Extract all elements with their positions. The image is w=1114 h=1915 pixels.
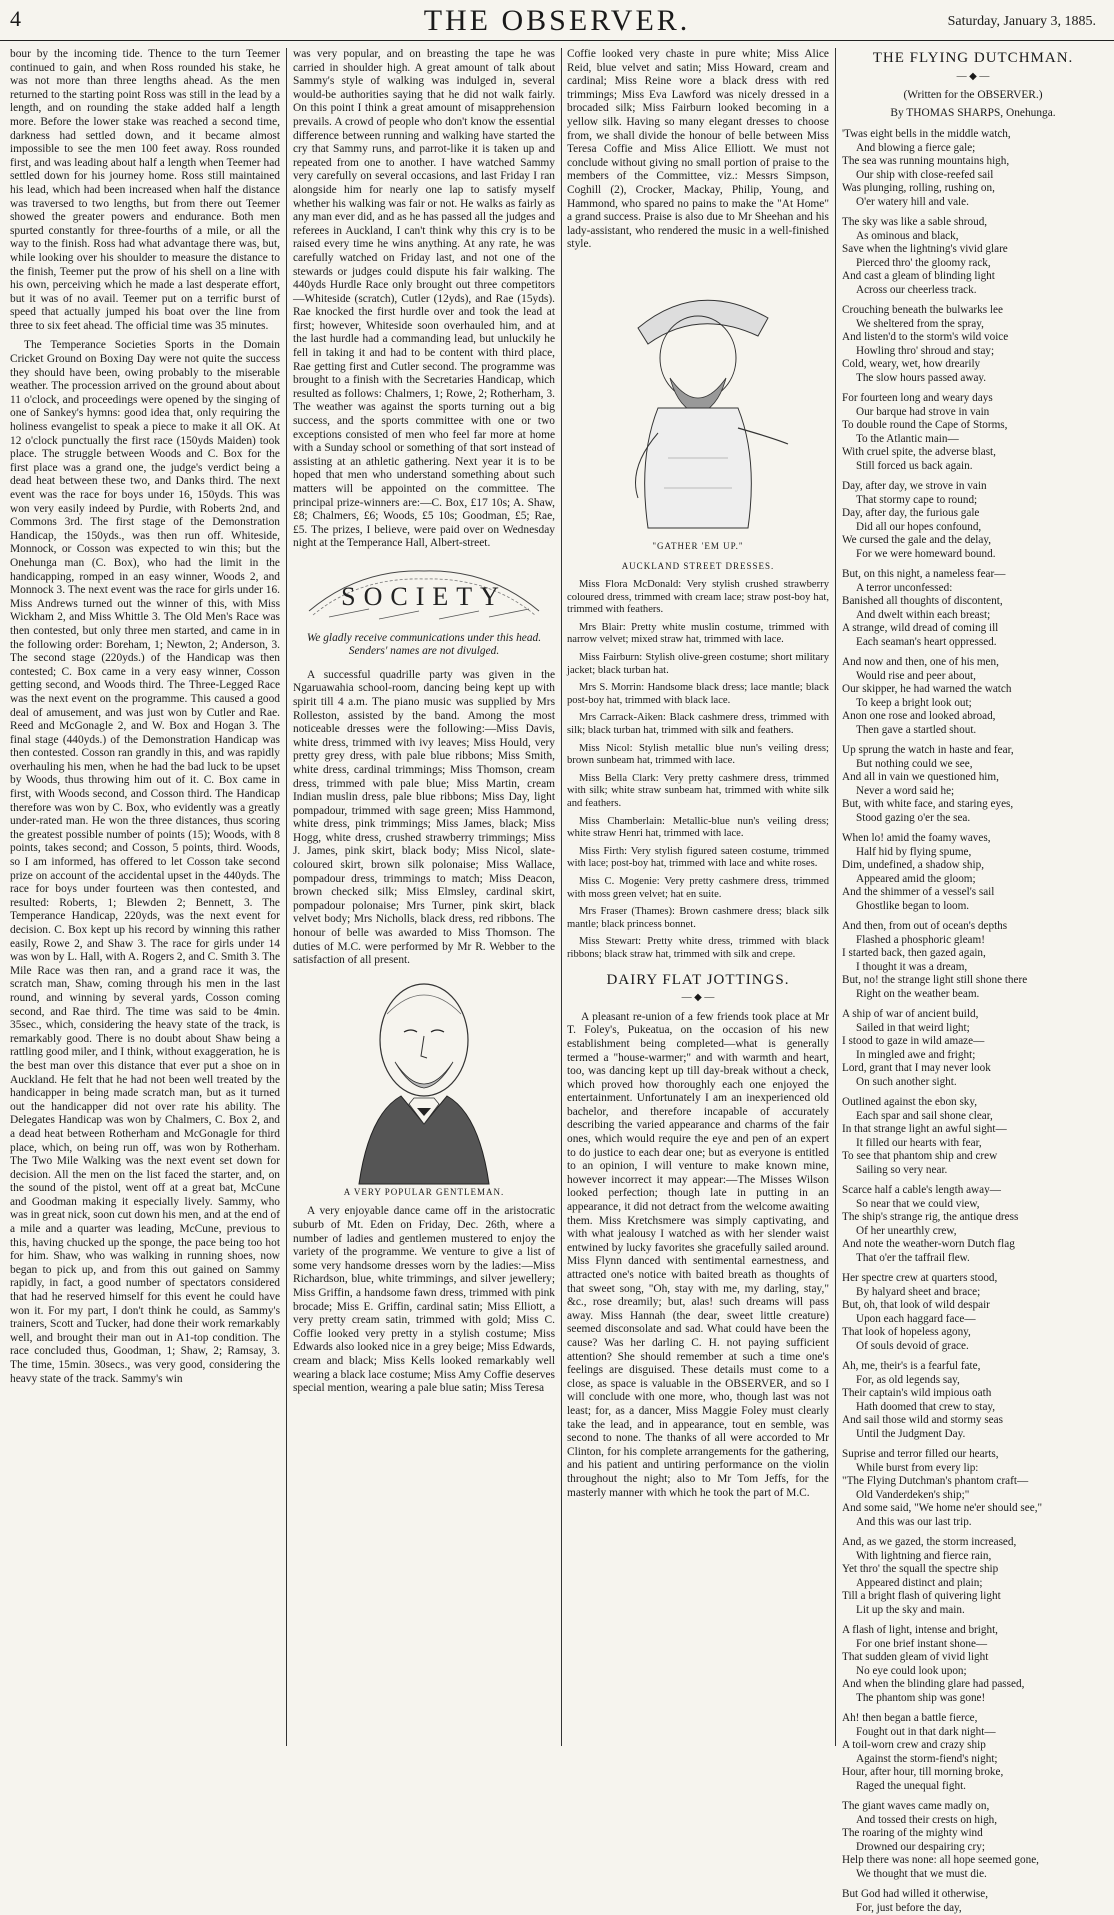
poem-line: For we were homeward bound. (842, 548, 1104, 562)
poem-line: But, with white face, and staring eyes, (842, 798, 1104, 812)
poem-line: Would rise and peer about, (842, 670, 1104, 684)
poem-subtitle: (Written for the OBSERVER.) (842, 89, 1104, 103)
poem-line: Our barque had strove in vain (842, 406, 1104, 420)
poem-stanza (842, 1888, 1104, 1915)
cartoon-caption: "GATHER 'EM UP." (567, 540, 829, 554)
column-4 (842, 48, 1104, 1746)
poem-line: Of souls devoid of grace. (842, 1340, 1104, 1354)
poem-line: Appeared amid the gloom; (842, 873, 1104, 887)
poem-line: Scarce half a cable's length away— (842, 1184, 1104, 1198)
poem-line: And some said, "We home ne'er should see," (842, 1502, 1104, 1516)
sports-report-rowing: bour by the incoming tide. Thence to the turn Teemer continued to gain, and when Ross rounded his stake, he was not more than three lengths ahead. As the men returned to the starting point Ross was still in the lead by a length, and on rounding the stake added half a length more. Before the lower stake was reached a second time, darkness had settled down, and it became almost impossible to see the men 100 feet away. Ross rounded first, and was leading about half a length when Teemer had settled down for his journey home. Ross still maintained his lead, which had been increased when half the distance was traversed to two lengths, but from there out Teemer showed the greater powers and endurance. Both men spurted constantly for three-fourths of a mile, or all the way to the finish. Ross had what advantage there was, but, while looking over his shoulder to measure the distance to the finish, Teemer put the prow of his shell on a line with his own, perceiving which he made a last desperate effort, but it was of no avail. Teemer put on a terrific burst of speed that actually jumped his boat over the line from three to six feet ahead. The official time was 35 minutes. (10, 48, 280, 333)
issue-date: Saturday, January 3, 1885. (948, 14, 1096, 30)
poem-line: 'Twas eight bells in the middle watch, (842, 128, 1104, 142)
poem-line: And note the weather-worn Dutch flag (842, 1238, 1104, 1252)
poem-line: I started back, then gazed again, (842, 947, 1104, 961)
poem-line: And dwelt within each breast; (842, 609, 1104, 623)
poem-line: Ah! then began a battle fierce, (842, 1712, 1104, 1726)
portrait-illustration (339, 974, 509, 1184)
column-3 (567, 48, 829, 1746)
column-rule (561, 48, 562, 1746)
poem-line: And the shimmer of a vessel's sail (842, 886, 1104, 900)
poem-stanza (842, 1096, 1104, 1177)
poem-line: That stormy cape to round; (842, 494, 1104, 508)
poem-line: In that strange light an awful sight— (842, 1123, 1104, 1137)
poem-line: On such another sight. (842, 1076, 1104, 1090)
street-dress-entry: Miss Flora McDonald: Very stylish crushed strawberry coloured dress, trimmed with cream lace; straw post-boy hat, trimmed with feathers. (567, 579, 829, 617)
poem-line: For, as old legends say, (842, 1374, 1104, 1388)
poem-line: Across our cheerless track. (842, 284, 1104, 298)
poem-line: Our skipper, he had warned the watch (842, 683, 1104, 697)
poem-line: But God had willed it otherwise, (842, 1888, 1104, 1902)
poem-line: Suprise and terror filled our hearts, (842, 1448, 1104, 1462)
poem-line: And blowing a fierce gale; (842, 142, 1104, 156)
street-dress-entry: Mrs S. Morrin: Handsome black dress; lace mantle; black post-boy hat, trimmed with black lace. (567, 682, 829, 707)
sports-report-continued: was very popular, and on breasting the tape he was carried in shoulder high. A great amount of talk about Sammy's style of walking was indulged in, several would-be authorities saying that he did not walk fairly. On this point I think a great amount of misapprehension prevails. A crowd of people who don't know the essential difference between running and walking have started the cry that Sammy runs, and parrot-like it is taken up and repeated from one to another. I have watched Sammy very carefully on several occasions, and last Friday I ran alongside him for nearly one lap to satisfy myself whether his walking was fair or not. He walks as fairly as any man ever did, and as he has passed all the judges and referees in Auckland, I can't think why this cry is to be raised every time he wins anything. At any rate, he was carefully watched on Friday last, and not one of the stewards or judges could dispute his fair walking. The 440yds Hurdle Race only brought out three competitors—Whiteside (scratch), Cutler (12yds), and Rae (15yds). Rae knocked the first hurdle over and took the lead at first; however, Whiteside soon overhauled him, and at the last hurdle had a commanding lead, but unluckily he fell in taking it and had to be content with third place, Rae getting first and Cutler second. The programme was brought to a finish with the Secretaries Handicap, which resulted as follows: Chalmers, 1; Rowe, 2; Rotherham, 3. The weather was against the sports turning out a big success, and the sports committee with one or two exceptions consisted of men who feel far more at home with a Sunday school or something of that sort instead of assisting at an athletic gathering. Next year it is to be hoped that men who understand something about such matters will be appointed on the committee. The principal prize-winners are:—C. Box, £17 10s; A. Shaw, £8; Chalmers, £6; Woods, £5 10s; Goodman, £5; Rae, £5. The prizes, I believe, were paid over on Wednesday night at the Temperance Hall, Albert-street. (293, 48, 555, 551)
poem-line: Day, after day, the furious gale (842, 507, 1104, 521)
poem-stanza (842, 1184, 1104, 1265)
poem-line: Never a word said he; (842, 785, 1104, 799)
society-editor-note: We gladly receive communications under this head. Senders' names are not divulged. (293, 632, 555, 659)
poem-line: Day, after day, we strove in vain (842, 480, 1104, 494)
poem-line: Sailed in that weird light; (842, 1022, 1104, 1036)
poem-line: For, just before the day, (842, 1902, 1104, 1915)
poem-stanza (842, 1712, 1104, 1793)
poem-line: Was plunging, rolling, rushing on, (842, 182, 1104, 196)
poem-line: Against the storm-fiend's night; (842, 1753, 1104, 1767)
poem-line: Upon each haggard face— (842, 1313, 1104, 1327)
poem-line: And, as we gazed, the storm increased, (842, 1536, 1104, 1550)
poem-stanza (842, 304, 1104, 385)
street-dress-entry: Miss Chamberlain: Metallic-blue nun's veiling dress; white straw Henri hat, trimmed with lace. (567, 816, 829, 841)
poem-line: To the Atlantic main— (842, 433, 1104, 447)
masthead (0, 0, 1114, 41)
poem-line: Till a bright flash of quivering light (842, 1590, 1104, 1604)
poem-stanzas (842, 128, 1104, 1915)
poem-line: Crouching beneath the bulwarks lee (842, 304, 1104, 318)
poem-stanza (842, 128, 1104, 209)
poem-line: Ah, me, their's is a fearful fate, (842, 1360, 1104, 1374)
poem-line: Raged the unequal fight. (842, 1780, 1104, 1794)
street-dress-entry: Miss Nicol: Stylish metallic blue nun's veiling dress; brown sunbeam hat, trimmed with lace. (567, 743, 829, 768)
cartoon-illustration (598, 258, 798, 538)
poem-line: By halyard sheet and brace; (842, 1286, 1104, 1300)
street-dress-entry: Miss Stewart: Pretty white dress, trimmed with black ribbons; black straw hat, trimmed with silk and crepe. (567, 936, 829, 961)
poem-line: Banished all thoughts of discontent, (842, 595, 1104, 609)
poem-line: To double round the Cape of Storms, (842, 419, 1104, 433)
poem-line: The ship's strange rig, the antique dress (842, 1211, 1104, 1225)
poem-line: Cold, weary, wet, how drearily (842, 358, 1104, 372)
street-dress-entry: Mrs Fraser (Thames): Brown cashmere dress; black silk mantle; black princess bonnet. (567, 906, 829, 931)
mt-eden-dance-report: A very enjoyable dance came off in the aristocratic suburb of Mt. Eden on Friday, Dec. 26th, where a number of ladies and gentlemen mustered to enjoy the variety of the programme. We venture to give a list of some very handsome dresses worn by the ladies:—Miss Richardson, blue, white trimmings, and silver jewellery; Miss Griffin, a handsome fawn dress, trimmed with pink brocade; Miss E. Griffin, cardinal satin; Miss Elliott, a very pretty cream satin, trimmed with gold; Miss C. Coffie looked very pretty in a stylish costume; Miss Edwards also looked nice in a grey beige; Miss Edwards, cream and black; Miss Kells looked remarkably well wearing a black lace costume; Miss Amy Coffie deserves special mention, wearing a pale blue satin; Miss Teresa (293, 1205, 555, 1395)
poem-line: So near that we could view, (842, 1198, 1104, 1212)
column-1 (10, 48, 280, 1746)
street-dresses-heading: AUCKLAND STREET DRESSES. (567, 560, 829, 574)
poem-stanza (842, 1624, 1104, 1705)
poem-line: We thought that we must die. (842, 1868, 1104, 1882)
poem-line: A strange, wild dread of coming ill (842, 622, 1104, 636)
society-banner-text: SOCIETY (341, 582, 507, 611)
poem-line: Ghostlike began to loom. (842, 900, 1104, 914)
poem-line: And sail those wild and stormy seas (842, 1414, 1104, 1428)
poem-line: I stood to gaze in wild amaze— (842, 1035, 1104, 1049)
poem-line: I thought it was a dream, (842, 961, 1104, 975)
poem-byline: By THOMAS SHARPS, Onehunga. (842, 107, 1104, 121)
column-rule (835, 48, 836, 1746)
poem-line: And tossed their crests on high, (842, 1814, 1104, 1828)
poem-line: And all in vain we questioned him, (842, 771, 1104, 785)
poem-line: A terror unconfessed: (842, 582, 1104, 596)
poem-line: Dim, undefined, a shadow ship, (842, 859, 1104, 873)
dance-report-continued: Coffie looked very chaste in pure white; Miss Alice Reid, blue velvet and satin; Miss Howard, cream and cardinal; Miss Reine wore a black dress with red trimmings; Miss Eva Lawford was nicely dressed in a brocaded silk; Miss Fairburn looked becoming in a yellow silk. Having so many elegant dresses to choose from, we shall divide the honour of belle between Miss Teresa Coffie and Miss Alice Elliott. We must not conclude without giving no small portion of praise to the members of the Committee, viz.: Messrs Simpson, Coghill (2), Crocker, Mackay, Philip, Young, and Hammond, who spared no pains to make the "At Home" a grand success. Praise is also due to Mr Sheehan and his lady-assistant, who rendered the music in a well-finished style. (567, 48, 829, 252)
poem-line: Pierced thro' the gloomy rack, (842, 257, 1104, 271)
poem-line: Did all our hopes confound, (842, 521, 1104, 535)
street-dress-entry: Miss Firth: Very stylish figured sateen costume, trimmed with lace; post-boy hat, trimmed with lace and white roses. (567, 846, 829, 871)
poem-line: When lo! amid the foamy waves, (842, 832, 1104, 846)
poem-line: To keep a bright look out; (842, 697, 1104, 711)
poem-line: Then gave a startled shout. (842, 724, 1104, 738)
poem-line: As ominous and black, (842, 230, 1104, 244)
poem-line: Each seaman's heart oppressed. (842, 636, 1104, 650)
poem-line: Outlined against the ebon sky, (842, 1096, 1104, 1110)
poem-line: Drowned our despairing cry; (842, 1841, 1104, 1855)
street-dress-entry: Mrs Blair: Pretty white muslin costume, trimmed with narrow velvet; mixed straw hat, trimmed with lace. (567, 622, 829, 647)
poem-stanza (842, 1536, 1104, 1617)
poem-line: Save when the lightning's vivid glare (842, 243, 1104, 257)
poem-line: And cast a gleam of blinding light (842, 270, 1104, 284)
street-dress-entry: Miss Bella Clark: Very pretty cashmere dress, trimmed with silk; white straw sunbeam hat, trimmed with white silk and feathers. (567, 773, 829, 811)
portrait-caption: A VERY POPULAR GENTLEMAN. (293, 1186, 555, 1200)
poem-line: A toil-worn crew and crazy ship (842, 1739, 1104, 1753)
poem-line: Lit up the sky and main. (842, 1604, 1104, 1618)
poem-line: Our ship with close-reefed sail (842, 169, 1104, 183)
poem-stanza (842, 1800, 1104, 1881)
poem-line: The sky was like a sable shroud, (842, 216, 1104, 230)
poem-line: "The Flying Dutchman's phantom craft— (842, 1475, 1104, 1489)
poem-title: THE FLYING DUTCHMAN. (842, 52, 1104, 66)
poem-stanza (842, 480, 1104, 561)
poem-stanza (842, 744, 1104, 825)
poem-line: That look of hopeless agony, (842, 1326, 1104, 1340)
poem-line: Sailing so very near. (842, 1164, 1104, 1178)
poem-stanza (842, 568, 1104, 649)
poem-stanza (842, 832, 1104, 913)
column-rule (286, 48, 287, 1746)
poem-line: But, oh, that look of wild despair (842, 1299, 1104, 1313)
poem-line: To see that phantom ship and crew (842, 1150, 1104, 1164)
poem-stanza (842, 1448, 1104, 1529)
poem-line: With cruel spite, the adverse blast, (842, 446, 1104, 460)
poem-stanza (842, 1360, 1104, 1441)
poem-line: The phantom ship was gone! (842, 1692, 1104, 1706)
poem-line: Help there was none: all hope seemed gone, (842, 1854, 1104, 1868)
poem-line: The sea was running mountains high, (842, 155, 1104, 169)
poem-line: No eye could look upon; (842, 1665, 1104, 1679)
poem-stanza (842, 656, 1104, 737)
poem-line: Hath doomed that crew to stay, (842, 1401, 1104, 1415)
poem-line: That sudden gleam of vivid light (842, 1651, 1104, 1665)
poem-stanza (842, 1008, 1104, 1089)
poem-line: For fourteen long and weary days (842, 392, 1104, 406)
poem-stanza (842, 392, 1104, 473)
poem-line: We sheltered from the spray, (842, 318, 1104, 332)
poem-line: In mingled awe and fright; (842, 1049, 1104, 1063)
poem-line: And listen'd to the storm's wild voice (842, 331, 1104, 345)
poem-line: Yet thro' the squall the spectre ship (842, 1563, 1104, 1577)
poem-line: Up sprung the watch in haste and fear, (842, 744, 1104, 758)
dairy-flat-headline: DAIRY FLAT JOTTINGS. (567, 974, 829, 988)
poem-line: And now and then, one of his men, (842, 656, 1104, 670)
poem-line: Of her unearthly crew, (842, 1225, 1104, 1239)
poem-line: Fought out in that dark night— (842, 1726, 1104, 1740)
poem-line: Right on the weather beam. (842, 988, 1104, 1002)
dairy-flat-report: A pleasant re-union of a few friends took place at Mr T. Foley's, Pukeatua, on the occasion of his new establishment being completed—what is generally termed a "house-warmer;" and with warmth and heart, too, was dancing kept up till day-break without a check, which proved how thoroughly each one enjoyed the entertainment. Unfortunately I am an inexperienced old bachelor, and therefore incapable of accurately describing the varied appearance and charms of the fair ones, which would require the eye and pen of an expert to do justice to each dear one; but as everyone is entitled to an opinion, I will venture to make known mine, however incorrect it may appear:—The Misses Wilson looked perfection; though late in putting in an appearance, it did not detract from the welcome awaiting them. Miss Kretchsmere was simply captivating, and with what jealousy I watched as with her slender waist entwined by lucky favorites she gracefully sailed around. Miss Flynn danced with sentimental earnestness, and attracted one's notice with baited breath as thoughts of that sweet song, "Oh, stay with me, my darling, stay," &c., rose dreamily; but, alas! such dreams will pass away. Miss Hannah (the dear, sweet little creature) seemed disconsolate and sad. What could have been the cause? Was her darling C. H. not paying sufficient attention? She should remember at such a time one's feelings are disguised. These details must come to a close, as space is valuable in the OBSERVER, and so I will conclude with one more, who, though last was not least; for, as a dancer, Miss Maggie Foley must clearly take the lead, and in appearance, tout en semble, was second to none. The thanks of all were accorded to Mr Clinton, for his complete arrangements for the gathering, and his patient and untiring performance on the violin throughout the night; also to Mr Tom Jeffs, for the masterly manner with which he took the part of M.C. (567, 1011, 829, 1500)
ornament-divider: — ◆ — (567, 991, 829, 1005)
quadrille-report: A successful quadrille party was given in the Ngaruawahia school-room, dancing being kept up with spirit till 4 a.m. The piano music was supplied by Mrs Rolleston, assisted by the band. Among the most noticeable dresses were the following:—Miss Davis, white dress, trimmed with ivy leaves; Miss Hould, very pretty grey dress, with pale blue ribbons; Miss Smith, white dress, cardinal trimmings; Miss Thomson, cream dress, trimmed with pale blue; Miss Martin, cream Indian muslin dress, pale blue ribbons; Miss Day, light pompadour, trimmed with sage green; Miss Hammond, white dress, pink trimmings; Miss James, black; Miss Hogg, white dress, crushed strawberry trimmings; Miss J. James, pink skirt, black body; Miss Nicol, slate-coloured skirt, brown silk polonaise; Miss Wallace, pompadour dress, trimmings to match; Miss Deacon, brown checked silk; Miss Elmsley, cardinal skirt, pompadour polonaise; Mrs Turner, pink skirt, black velvet body; Mrs Nicholls, black dress, red ribbons. The honour of belle was awarded to Miss Thomson. The duties of M.C. were performed by Mr R. Webber to the satisfaction of all present. (293, 669, 555, 968)
poem-line: A ship of war of ancient build, (842, 1008, 1104, 1022)
poem-stanza (842, 1272, 1104, 1353)
poem-line: Hour, after hour, till morning broke, (842, 1766, 1104, 1780)
poem-line: With lightning and fierce rain, (842, 1550, 1104, 1564)
society-banner (293, 561, 555, 628)
street-dress-entry: Mrs Carrack-Aiken: Black cashmere dress, trimmed with silk; black turban hat, trimmed with silk and feathers. (567, 712, 829, 737)
poem-stanza (842, 920, 1104, 1001)
poem-line: Anon one rose and looked abroad, (842, 710, 1104, 724)
poem-line: And then, from out of ocean's depths (842, 920, 1104, 934)
poem-line: The slow hours passed away. (842, 372, 1104, 386)
poem-line: Appeared distinct and plain; (842, 1577, 1104, 1591)
column-2 (293, 48, 555, 1746)
poem-line: Stood gazing o'er the sea. (842, 812, 1104, 826)
poem-line: Still forced us back again. (842, 460, 1104, 474)
poem-line: Their captain's wild impious oath (842, 1387, 1104, 1401)
poem-line: Lord, grant that I may never look (842, 1062, 1104, 1076)
poem-line: That o'er the taffrail flew. (842, 1252, 1104, 1266)
poem-line: Her spectre crew at quarters stood, (842, 1272, 1104, 1286)
poem-line: And this was our last trip. (842, 1516, 1104, 1530)
poem-line: But, no! the strange light still shone there (842, 974, 1104, 988)
poem-line: Until the Judgment Day. (842, 1428, 1104, 1442)
poem-line: For one brief instant shone— (842, 1638, 1104, 1652)
poem-line: The roaring of the mighty wind (842, 1827, 1104, 1841)
poem-line: A flash of light, intense and bright, (842, 1624, 1104, 1638)
poem-line: We cursed the gale and the delay, (842, 534, 1104, 548)
poem-line: O'er watery hill and vale. (842, 196, 1104, 210)
sports-report-temperance: The Temperance Societies Sports in the Domain Cricket Ground on Boxing Day were not quite the success they should have been, owing probably to the miserable weather. The procession arrived on the ground about about 11 o'clock, and proceedings were opened by the singing of one of Sankey's hymns: good idea that, only requiring the holiness evangelist to speak a piece to make it all OK. At 12 o'clock punctually the first race (150yds Maiden) took place. The struggle between Woods and C. Box for the first place was a grand one, the judge's verdict being a dead heat between these two, and Danks third. The next event was the race for boys under 16, 150yds. This was won very easily indeed by Purdie, with Roberts 2nd, and Commons 3rd. The first stage of the Demonstration Handicap, the 150yds., was then run off. Whiteside, Monnock, or Cosson was expected to win this; but the Onehunga man (C. Box), who had the limit in the handicapping, romped in an easy winner, Woods 2, and Monnock 3. The next event was the race for girls under 16. Miss Andrews turned out the winner of this, with Miss Wickham 2, and Miss Whittle 3. The Old Men's Race was then contested, but only three men started, and came in in the following order: Boreham, 1; Newton, 2; Anderson, 3. The second stage (220yds.) of the Handicap was then contested; C. Box came in a very easy winner, Cosson getting second, and Woods third. The Three-Legged Race was the next event on the programme. This caused a good deal of amusement, and was just won by Cutler and Rae. Reed and McGonagle 2, and W. Box and Hogan 3. The final stage (440yds.) of the Demonstration Handicap was then contested. Cosson ran grandly in this, and was rapidly overhauling his men, when he had the bad luck to be upset by Woods, thus throwing him out of it. C. Box came in first, with Woods second, and Cosson third. The Handicap therefore was won by C. Box, who evidently was a greatly under-rated man. He won the three distances, thus scoring the greatest possible number of points (15); Woods, with 8 points, takes second; and Cosson, 5 points, third. Woods, so I am informed, has offered to let Cosson take second prize on account of the accidental upset in the 440yds. The race for boys under fourteen was then contested, and resulted: Roberts, 1; Blewden 2; Bennett, 3. The Temperance Handicap, 220yds, was the next event for decision. C. Box kept up his record by winning this rather easily, Rowe 2, and Shaw 3. The race for girls under 14 was won by L. Hall, with A. Rogers 2, and C. Smith 3. The Mile Race was then ran, and a grand race it was, the scratch man, Shaw, coming through his men in the last round, and winning by several yards, Cosson coming second, and Rae third. The time was said to be 4min. 35sec., which, considering the heavy state of the track, is remarkably good. There is no doubt about Shaw being a rattling good miler, and I think, without exaggeration, he is the best man over this distance that ever put a shoe on in Auckland. He felt that he had not been well treated by the handicapper in being made scratch man, but as it turned out the handicapper did not over rate his ability. The Delegates Handicap was won by Chalmers, C. Box 2, and a dead heat between Rotherham and McGonagle for third place, which, on being run off, was won by Rotherham. The Two Mile Walking was the next event set down for decision. All the men on the list faced the starter, and, on the sound of the pistol, went off at a great bat, McCune and Goodman making it especially lively. Sammy, who was in great nick, soon cut down his men, and at the end of a mile and a quarter was leading, McCune, previous to this, having chucked up the sponge, the pace being too hot for him. Shaw, who was walking in running shoes, now began to pick up, and from this out gained on Sammy rapidly, in fact, a good number of spectators considered that had he reserved himself for this event he could have won it. For my part, I don't think he could, as Sammy's trainers, Scott and Tucker, had done their work remarkably well, and brought their man out in A1-top condition. The race concluded thus, Goodman, 1; Shaw, 2; Ramsay, 3. The time, 15min. 30secs., was very good, considering the heavy state of the track. Sammy's win (10, 339, 280, 1386)
poem-line: And when the blinding glare had passed, (842, 1678, 1104, 1692)
society-banner-illustration (299, 561, 549, 623)
poem-line: Each spar and sail shone clear, (842, 1110, 1104, 1124)
poem-line: Howling thro' shroud and stay; (842, 345, 1104, 359)
poem-line: But nothing could we see, (842, 758, 1104, 772)
ornament-divider: — ◆ — (842, 70, 1104, 84)
newspaper-title: THE OBSERVER. (0, 4, 1114, 38)
poem-line: It filled our hearts with fear, (842, 1137, 1104, 1151)
poem-stanza (842, 216, 1104, 297)
poem-line: While burst from every lip: (842, 1462, 1104, 1476)
page-number: 4 (10, 6, 21, 32)
poem-line: Flashed a phosphoric gleam! (842, 934, 1104, 948)
poem-line: But, on this night, a nameless fear— (842, 568, 1104, 582)
poem-line: The giant waves came madly on, (842, 1800, 1104, 1814)
street-dress-entry: Miss Fairburn: Stylish olive-green costume; short military jacket; black turban hat. (567, 652, 829, 677)
poem-line: Old Vanderdeken's ship;" (842, 1489, 1104, 1503)
poem-line: Half hid by flying spume, (842, 846, 1104, 860)
street-dress-entry: Miss C. Mogenie: Very pretty cashmere dress, trimmed with moss green velvet; hat en suite. (567, 876, 829, 901)
